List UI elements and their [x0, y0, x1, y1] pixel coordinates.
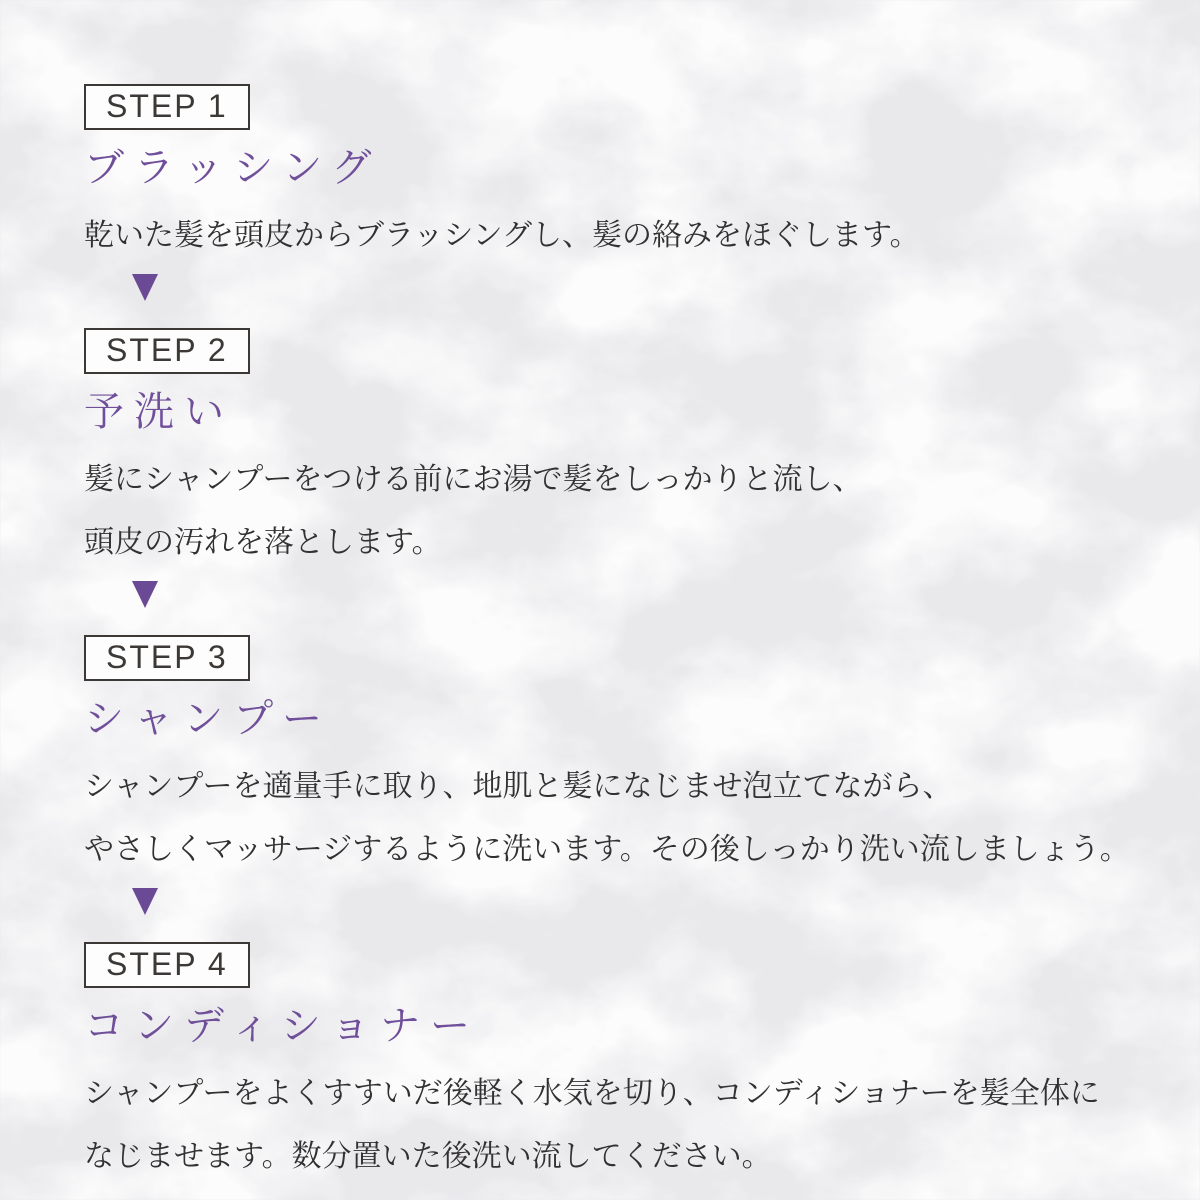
step-2-description-line-2: 頭皮の汚れを落とします。: [84, 526, 442, 559]
step-2-description-line-1: 髪にシャンプーをつける前にお湯で髪をしっかりと流し、: [84, 463, 863, 496]
step-4-label: STEP 4: [106, 946, 228, 982]
step-3-badge: [84, 635, 250, 681]
step-1-label: STEP 1: [106, 88, 228, 124]
step-3-title: シャンプー: [84, 697, 332, 741]
step-4-description-line-1: シャンプーをよくすすいだ後軽く水気を切り、コンディショナーを髪全体に: [84, 1077, 1100, 1110]
step-3-label: STEP 3: [106, 639, 228, 675]
step-4-badge: [84, 942, 250, 988]
step-1-title: ブラッシング: [84, 146, 382, 190]
step-3-description-line-1: シャンプーを適量手に取り、地肌と髪になじませ泡立てながら、: [84, 770, 953, 803]
step-4-description-line-2: なじませます。数分置いた後洗い流してください。: [84, 1140, 772, 1173]
step-3: [84, 635, 1160, 915]
step-4-description: [84, 1062, 1160, 1188]
step-2-label: STEP 2: [106, 332, 228, 368]
step-2: [84, 328, 1160, 608]
step-1-description-line-1: 乾いた髪を頭皮からブラッシングし、髪の絡みをほぐします。: [84, 219, 920, 252]
down-triangle-icon: [132, 581, 158, 608]
step-1: [84, 84, 1160, 301]
step-1-badge: [84, 84, 250, 130]
down-triangle-icon: [132, 274, 158, 301]
step-2-title: 予洗い: [84, 390, 234, 434]
step-2-description: [84, 448, 1160, 574]
step-4: [84, 942, 1160, 1188]
step-3-description: [84, 755, 1160, 881]
step-3-description-line-2: やさしくマッサージするように洗います。その後しっかり洗い流しましょう。: [84, 833, 1130, 866]
step-4-title: コンディショナー: [84, 1004, 480, 1048]
step-2-badge: [84, 328, 250, 374]
down-triangle-icon: [132, 888, 158, 915]
step-1-description: [84, 204, 1160, 267]
